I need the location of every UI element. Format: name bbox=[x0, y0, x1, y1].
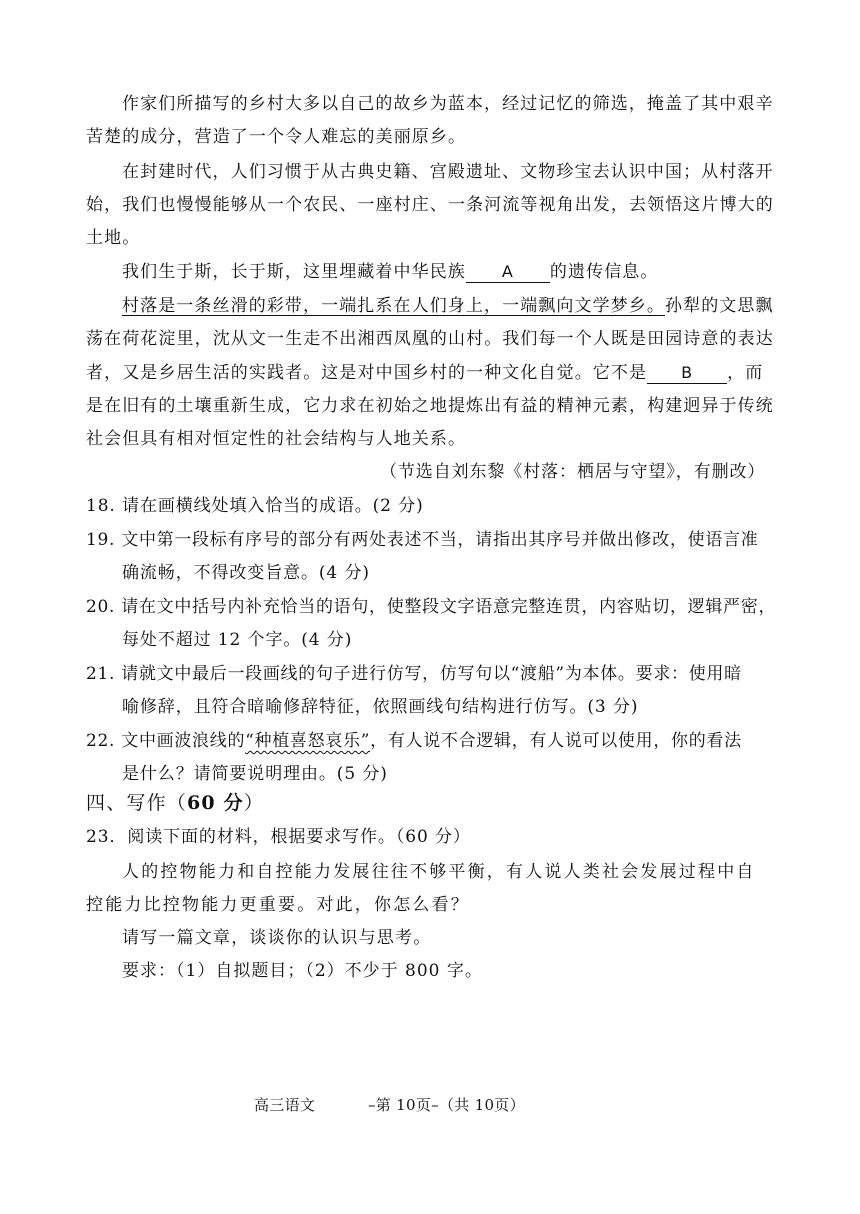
passage-p4-line3-after: ，而 bbox=[727, 363, 764, 383]
question-23: 23．阅读下面的材料，根据要求写作。（60 分） bbox=[86, 827, 471, 847]
blank-a: A bbox=[466, 262, 550, 283]
wavy-phrase: “种植喜怒哀乐” bbox=[245, 731, 371, 751]
passage-p2-line1: 在封建时代，人们习惯于从古典史籍、宫殿遗址、文物珍宝去认识中国；从村落开 bbox=[122, 162, 774, 182]
passage-p3-text-after: 的遗传信息。 bbox=[549, 262, 659, 282]
passage-p4-line1 bbox=[122, 294, 774, 318]
passage-p4-line3-text: 者，又是乡居生活的实践者。这是对中国乡村的一种文化自觉。它不是 bbox=[86, 363, 648, 383]
question-21-line2: 喻修辞，且符合暗喻修辞特征，依照画线句结构进行仿写。(3 分) bbox=[122, 697, 639, 717]
blank-b: B bbox=[647, 363, 727, 384]
passage-p3-line1 bbox=[122, 260, 659, 284]
passage-p2-line3: 土地。 bbox=[86, 228, 141, 248]
question-21-line1: 21. 请就文中最后一段画线的句子进行仿写，仿写句以“渡船”为本体。要求：使用暗 bbox=[86, 664, 742, 684]
writing-material-line2: 控能力比控物能力更重要。对此，你怎么看？ bbox=[86, 895, 470, 915]
writing-material-line1: 人的控物能力和自控能力发展往往不够平衡，有人说人类社会发展过程中自 bbox=[122, 862, 756, 882]
question-22-line2: 是什么？请简要说明理由。(5 分) bbox=[122, 764, 388, 784]
passage-p1-line2: 苦楚的成分，营造了一个令人难忘的美丽原乡。 bbox=[86, 127, 467, 147]
question-19-line2: 确流畅，不得改变旨意。(4 分) bbox=[122, 563, 370, 583]
passage-p4-line5: 社会但具有相对恒定性的社会结构与人地关系。 bbox=[86, 429, 467, 449]
passage-p1-line1: 作家们所描写的乡村大多以自己的故乡为蓝本，经过记忆的筛选，掩盖了其中艰辛 bbox=[122, 94, 774, 114]
passage-p4-line4: 是在旧有的土壤重新生成，它力求在初始之地提炼出有益的精神元素，构建迥异于传统 bbox=[86, 396, 774, 416]
writing-prompt: 请写一篇文章，谈谈你的认识与思考。 bbox=[122, 928, 432, 948]
passage-source: （节选自刘东黎《村落：栖居与守望》，有删改） bbox=[380, 462, 766, 482]
footer-page-number: –第 10页–（共 10页） bbox=[368, 1096, 525, 1114]
section-4-heading-score: 60 分 bbox=[187, 792, 244, 814]
footer-subject: 高三语文 bbox=[254, 1096, 316, 1114]
question-18: 18. 请在画横线处填入恰当的成语。(2 分) bbox=[86, 496, 424, 516]
passage-p4-line3 bbox=[86, 361, 763, 385]
passage-p2-line2: 始，我们也慢慢能够从一个农民、一座村庄、一条河流等视角出发，去领悟这片博大的 bbox=[86, 195, 774, 215]
section-4-heading-suffix: ） bbox=[243, 792, 265, 814]
question-22-text-after: ，有人说不合逻辑，有人说可以使用，你的看法 bbox=[370, 731, 742, 751]
section-4-heading-prefix: 四、写作（ bbox=[86, 792, 188, 814]
question-20-line2: 每处不超过 12 个字。(4 分) bbox=[122, 630, 353, 650]
section-4-heading bbox=[86, 789, 264, 817]
writing-requirements: 要求：（1）自拟题目；（2）不少于 800 字。 bbox=[122, 961, 483, 981]
question-19-line1: 19. 文中第一段标有序号的部分有两处表述不当，请指出其序号并做出修改，使语言准 bbox=[86, 530, 759, 550]
underlined-sentence: 村落是一条丝滑的彩带，一端扎系在人们身上，一端飘向文学梦乡。 bbox=[122, 296, 665, 316]
passage-p3-text-before: 我们生于斯，长于斯，这里埋藏着中华民族 bbox=[122, 262, 466, 282]
passage-p4-line2: 荡在荷花淀里，沈从文一生走不出湘西凤凰的山村。我们每一个人既是田园诗意的表达 bbox=[86, 329, 774, 349]
question-20-line1: 20. 请在文中括号内补充恰当的语句，使整段文字语意完整连贯，内容贴切，逻辑严密， bbox=[86, 597, 777, 617]
passage-p4-line1-rest: 孙犁的文思飘 bbox=[665, 296, 774, 316]
question-22-text-before: 22. 文中画波浪线的 bbox=[86, 731, 246, 751]
question-22-line1 bbox=[86, 729, 742, 753]
